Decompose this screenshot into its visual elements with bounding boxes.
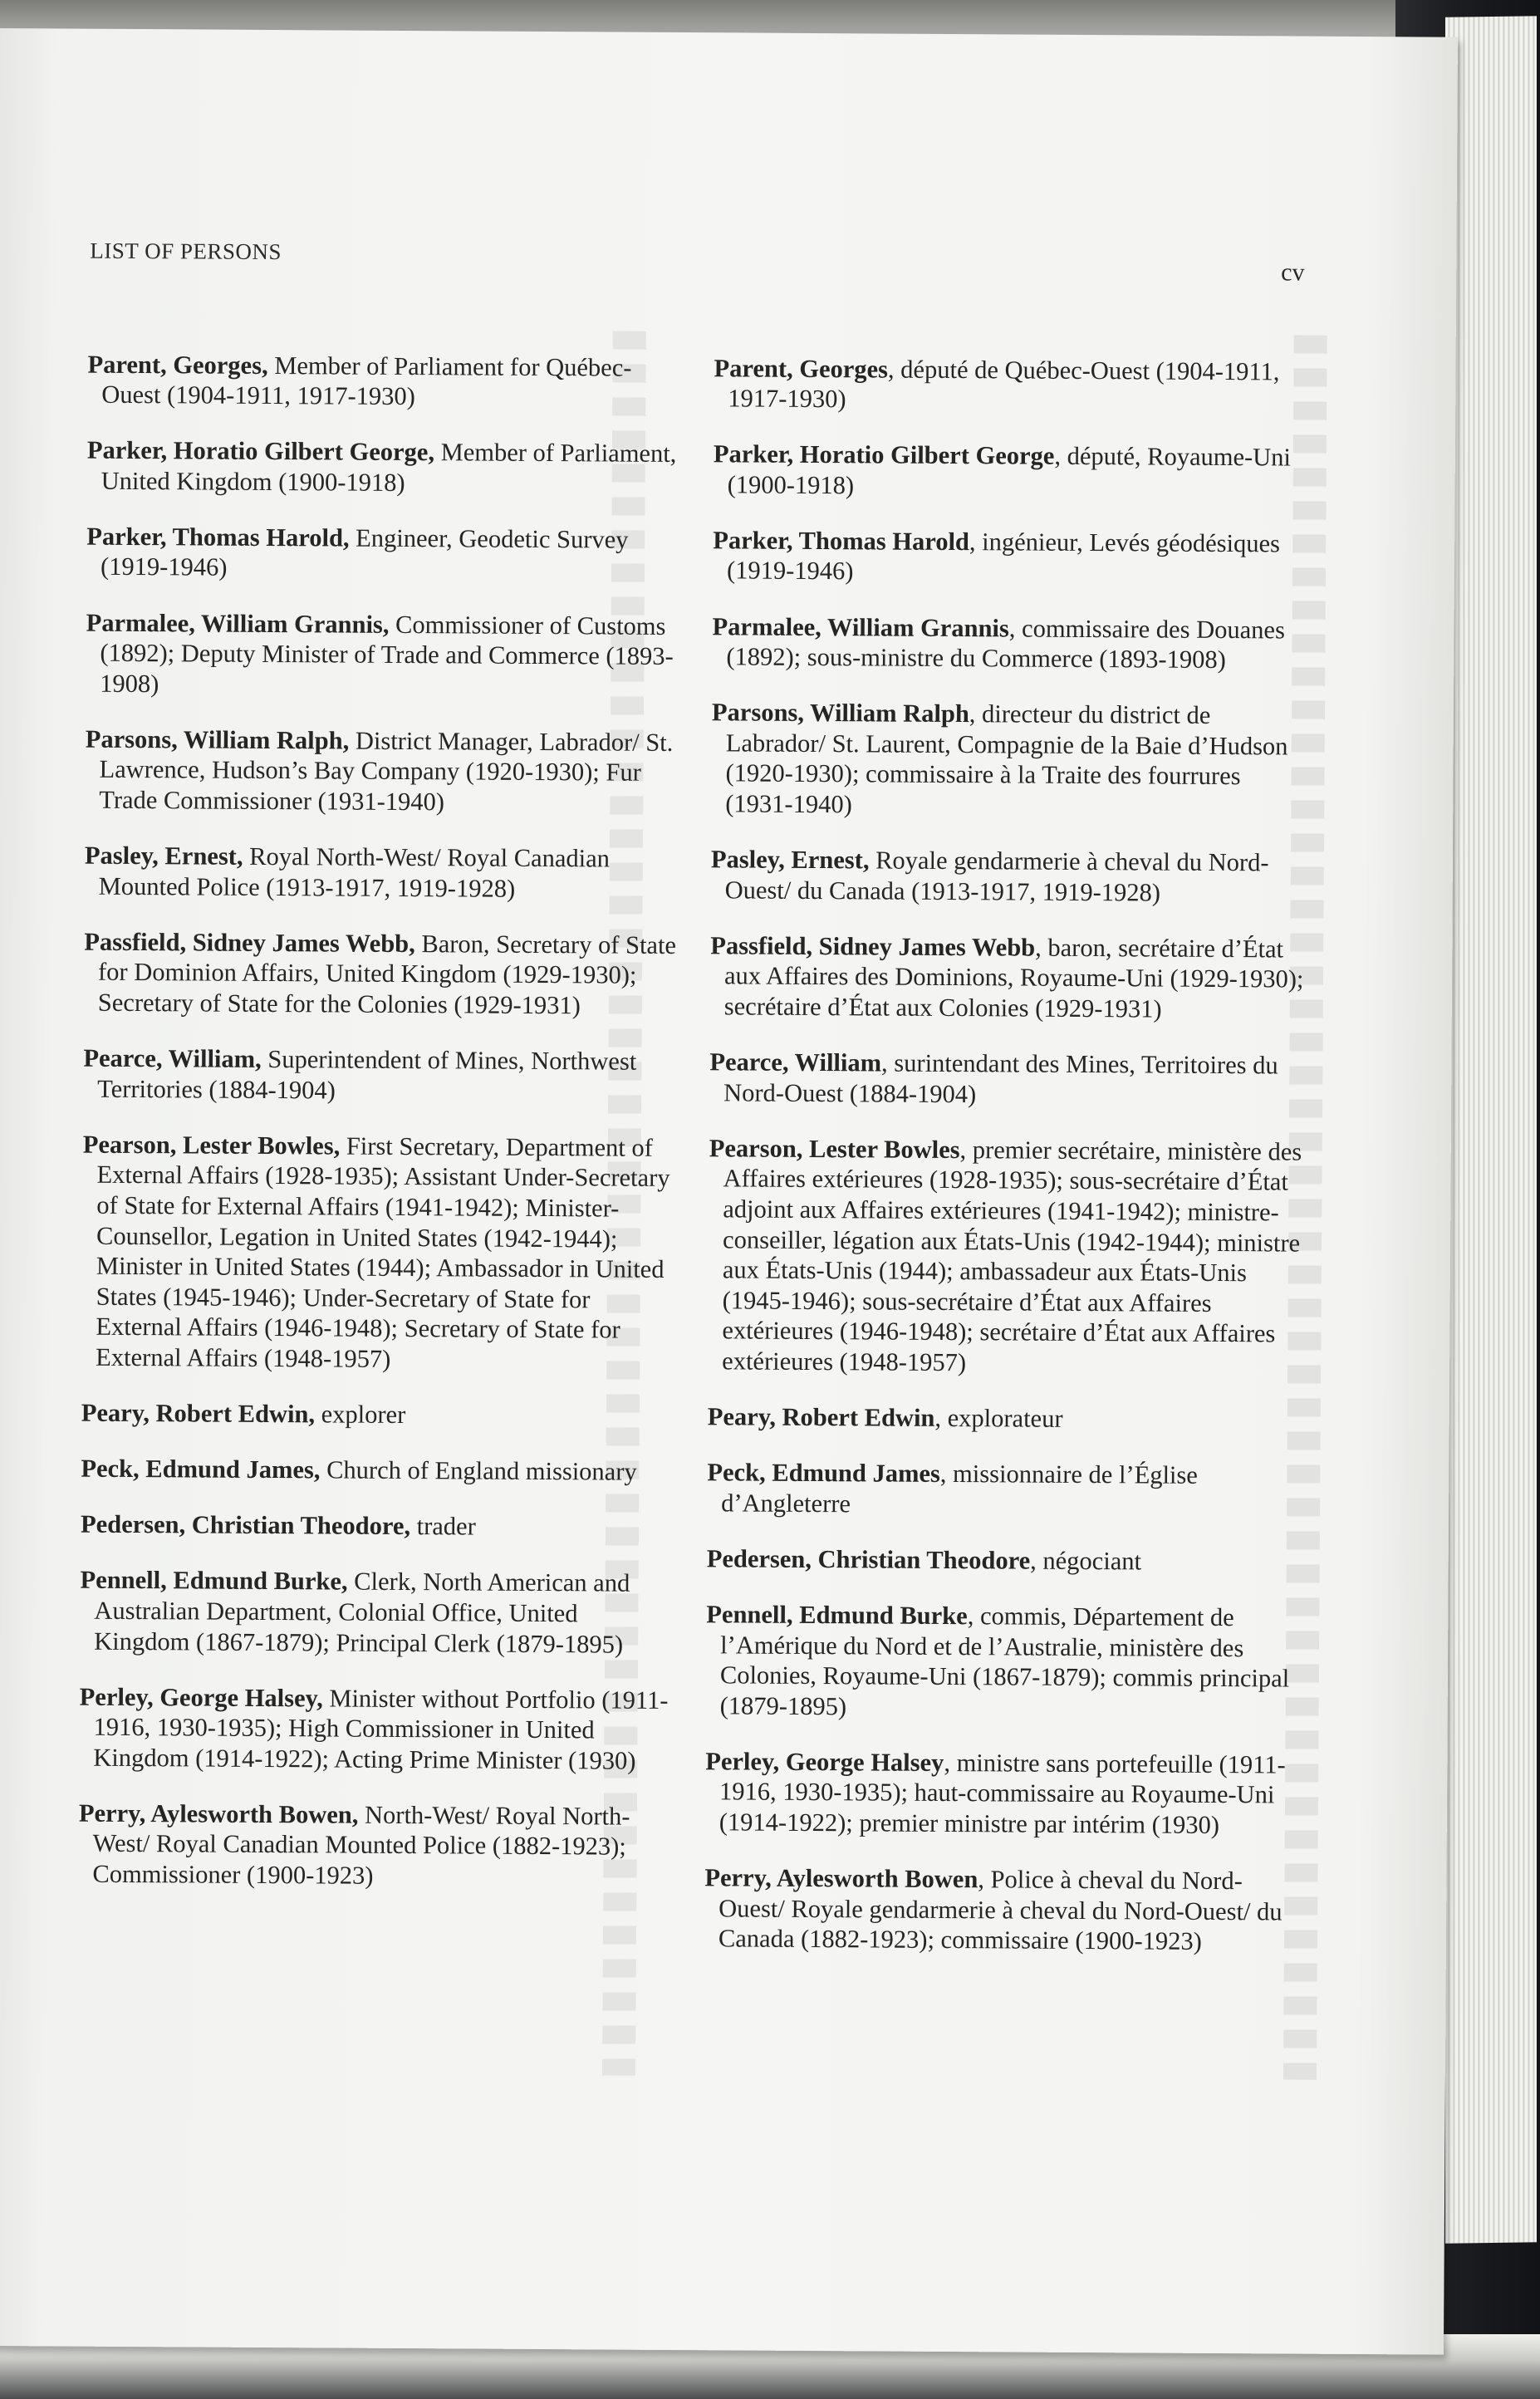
person-description: Church of England missionary bbox=[320, 1455, 637, 1486]
person-name: Pasley, Ernest, bbox=[710, 845, 870, 875]
person-entry bbox=[705, 1746, 1308, 1841]
person-description: , premier secrétaire, ministère des Affaires extérieures (1928-1935); sous-secrétaire d’État adjoint aux Affaires extérieures (1941-1942); ministre-conseiller, légation aux États-Unis (1942-1944); ministre aux États-Unis (1944); ambassadeur aux États-Unis (1945-1946); sous-secrétaire d’État aux Affaires extérieures (1946-1948); secrétaire d’État aux Affaires extérieures (1948-1957) bbox=[722, 1135, 1302, 1377]
person-description: , ministre sans portefeuille (1911-1916, 1930-1935); haut-commissaire au Royaume-Uni (1914-1922); premier ministre par intérim (1930) bbox=[719, 1748, 1286, 1839]
person-description: Engineer, Geodetic Survey (1919-1946) bbox=[100, 523, 629, 582]
person-name: Perley, George Halsey, bbox=[79, 1682, 323, 1713]
person-name: Pearce, William, bbox=[83, 1043, 262, 1074]
person-description: Superintendent of Mines, Northwest Territories (1884-1904) bbox=[97, 1045, 637, 1105]
person-entry bbox=[709, 1047, 1312, 1111]
person-name: Parker, Thomas Harold, bbox=[86, 522, 350, 552]
person-entry bbox=[86, 522, 680, 586]
person-name: Peck, Edmund James, bbox=[81, 1454, 321, 1484]
person-description: Commissioner of Customs (1892); Deputy Minister of Trade and Commerce (1893-1908) bbox=[100, 610, 674, 698]
person-description: District Manager, Labrador/ St. Lawrence, Hudson’s Bay Company (1920-1930); Fur Trade Commissioner (1931-1940) bbox=[99, 726, 674, 817]
person-entry bbox=[711, 844, 1313, 909]
person-entry bbox=[81, 1398, 675, 1432]
person-entry bbox=[712, 611, 1314, 676]
person-description: North-West/ Royal North-West/ Royal Canadian Mounted Police (1882-1923); Commissioner (1900-1923) bbox=[92, 1800, 630, 1890]
person-name: Passfield, Sidney James Webb, bbox=[84, 927, 415, 958]
person-entry bbox=[81, 1509, 674, 1543]
person-entry bbox=[714, 439, 1316, 503]
person-name: Parker, Horatio Gilbert George, bbox=[86, 435, 435, 467]
person-name: Peck, Edmund James bbox=[707, 1458, 940, 1489]
person-description: Clerk, North American and Australian Department, Colonial Office, United Kingdom (1867-1879); Principal Clerk (1879-1895) bbox=[94, 1567, 630, 1659]
person-description: , missionnaire de l’Église d’Angleterre bbox=[721, 1460, 1198, 1518]
person-entry bbox=[706, 1599, 1309, 1724]
person-entry bbox=[714, 353, 1316, 418]
person-entry bbox=[704, 1862, 1307, 1957]
person-entry bbox=[81, 1129, 677, 1376]
person-description: , commis, Département de l’Amérique du Nord et de l’Australie, ministère des Colonies, Royaume-Uni (1867-1879); commis principal (1879-1895) bbox=[719, 1602, 1290, 1720]
person-description: Baron, Secretary of State for Dominion Affairs, United Kingdom (1929-1930); Secretary of State for the Colonies (1929-1931) bbox=[97, 929, 677, 1020]
person-name: Parmalee, William Grannis, bbox=[86, 608, 390, 639]
person-name: Parent, Georges bbox=[714, 353, 889, 384]
running-header: LIST OF PERSONS bbox=[90, 238, 282, 265]
person-entry bbox=[78, 1798, 673, 1892]
person-description: First Secretary, Department of External Affairs (1928-1935); Assistant Under-Secretary of State for External Affairs (1941-1942); Minister-Counsellor, Legation in United States (1942-1944); Minister in United States (1944); Ambassador in United States (1945-1946); Under-Secretary of State for External Affairs (1946-1948); Secretary of State for External Affairs (1948-1957) bbox=[96, 1131, 670, 1373]
person-description: trader bbox=[410, 1512, 476, 1541]
person-entry bbox=[708, 1401, 1310, 1435]
person-description: Minister without Portfolio (1911-1916, 1930-1935); High Commissioner in United Kingdom (1914-1922); Acting Prime Minister (1930) bbox=[93, 1684, 669, 1775]
person-description: , député, Royaume-Uni (1900-1918) bbox=[727, 441, 1292, 500]
person-entry bbox=[710, 930, 1313, 1025]
person-entry bbox=[711, 698, 1314, 823]
person-description: , député de Québec-Ouest (1904-1911, 1917-1930) bbox=[728, 355, 1280, 414]
page-stack-edges bbox=[1445, 16, 1537, 2244]
person-description: , Police à cheval du Nord-Ouest/ Royale gendarmerie à cheval du Nord-Ouest/ du Canada (1882-1923); commissaire (1900-1923) bbox=[718, 1865, 1283, 1956]
person-entry bbox=[79, 1681, 674, 1776]
person-entry bbox=[84, 926, 679, 1021]
person-entry bbox=[80, 1565, 674, 1660]
page-number: cv bbox=[1281, 258, 1305, 287]
person-name: Pasley, Ernest, bbox=[84, 841, 243, 871]
person-entry bbox=[87, 349, 681, 414]
person-entry bbox=[85, 724, 679, 818]
person-name: Parsons, William Ralph bbox=[711, 698, 969, 729]
person-name: Peary, Robert Edwin, bbox=[81, 1398, 316, 1429]
person-name: Pearce, William bbox=[709, 1047, 882, 1077]
person-entry bbox=[713, 525, 1315, 590]
person-entry bbox=[86, 607, 680, 702]
person-description: , ingénieur, Levés géodésiques (1919-1946) bbox=[726, 527, 1281, 586]
person-entry bbox=[708, 1133, 1312, 1380]
person-name: Pennell, Edmund Burke bbox=[706, 1600, 968, 1631]
book-page bbox=[0, 28, 1458, 2355]
person-description: Royal North-West/ Royal Canadian Mounted Police (1913-1917, 1919-1928) bbox=[98, 841, 611, 903]
person-description: Member of Parliament for Québec-Ouest (1904-1911, 1917-1930) bbox=[101, 351, 632, 411]
person-name: Pedersen, Christian Theodore bbox=[706, 1544, 1031, 1575]
person-name: Parent, Georges, bbox=[87, 350, 268, 380]
person-description: explorer bbox=[314, 1400, 406, 1430]
person-entry bbox=[707, 1457, 1309, 1522]
person-description: , explorateur bbox=[934, 1403, 1063, 1433]
person-name: Perry, Aylesworth Bowen bbox=[704, 1863, 978, 1894]
person-description: Member of Parliament, United Kingdom (1900-1918) bbox=[101, 438, 677, 497]
person-entry bbox=[83, 1043, 677, 1108]
person-name: Pearson, Lester Bowles, bbox=[82, 1130, 341, 1160]
person-name: Parker, Horatio Gilbert George bbox=[713, 439, 1055, 470]
person-name: Perry, Aylesworth Bowen, bbox=[78, 1798, 359, 1829]
person-description: , commissaire des Douanes (1892); sous-ministre du Commerce (1893-1908) bbox=[726, 613, 1285, 675]
person-description: , baron, secrétaire d’État aux Affaires des Dominions, Royaume-Uni (1929-1930); secrétaire d’État aux Colonies (1929-1931) bbox=[723, 933, 1304, 1023]
person-name: Passfield, Sidney James Webb bbox=[710, 931, 1036, 962]
person-description: , directeur du district de Labrador/ St. Laurent, Compagnie de la Baie d’Hudson (1920-1930); commissaire à la Traite des fourrures (1931-1940) bbox=[725, 699, 1288, 819]
person-name: Parker, Thomas Harold bbox=[713, 526, 970, 557]
person-name: Pennell, Edmund Burke, bbox=[80, 1565, 348, 1596]
person-description: Royale gendarmerie à cheval du Nord-Ouest/ du Canada (1913-1917, 1919-1928) bbox=[724, 846, 1269, 907]
person-name: Parsons, William Ralph, bbox=[85, 724, 350, 755]
person-entry bbox=[87, 435, 681, 500]
person-entry bbox=[707, 1543, 1309, 1577]
person-name: Pearson, Lester Bowles bbox=[709, 1134, 960, 1164]
french-column bbox=[704, 327, 1317, 1970]
person-name: Parmalee, William Grannis bbox=[712, 611, 1009, 642]
english-column bbox=[78, 324, 682, 1906]
person-description: , surintendant des Mines, Territoires du Nord-Ouest (1884-1904) bbox=[723, 1048, 1278, 1108]
person-description: , négociant bbox=[1030, 1546, 1142, 1576]
person-name: Peary, Robert Edwin bbox=[707, 1402, 935, 1432]
person-name: Perley, George Halsey bbox=[705, 1747, 944, 1777]
person-entry bbox=[85, 841, 679, 905]
person-name: Pedersen, Christian Theodore, bbox=[80, 1509, 411, 1541]
person-entry bbox=[81, 1454, 674, 1488]
